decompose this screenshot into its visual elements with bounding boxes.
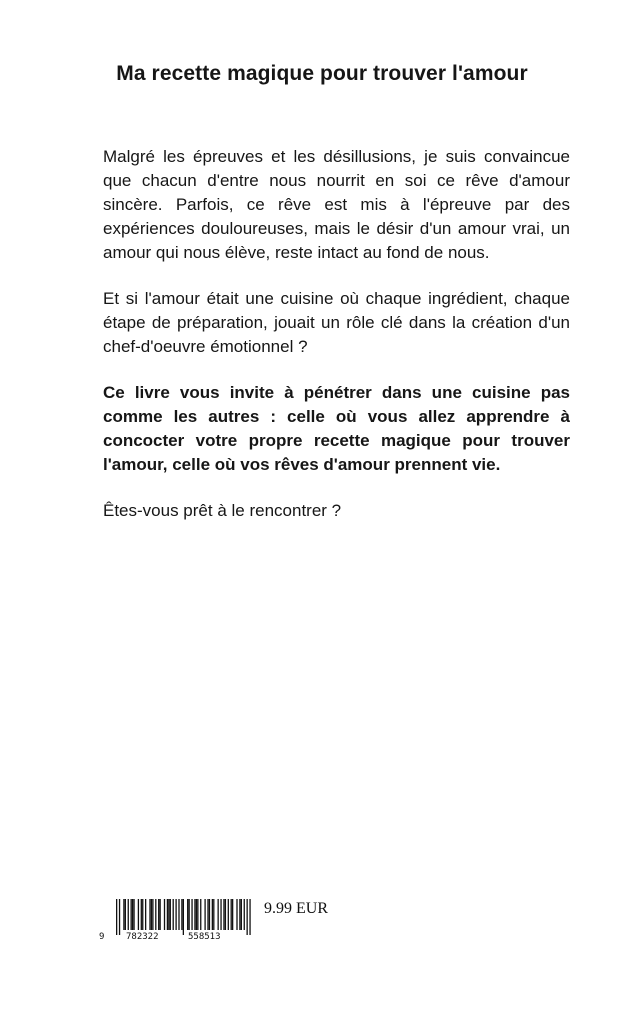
barcode-bar bbox=[181, 899, 182, 930]
barcode-bar bbox=[191, 899, 192, 930]
barcode-bar bbox=[151, 899, 152, 930]
price-label: 9.99 EUR bbox=[264, 900, 328, 917]
blurb-paragraph-1: Malgré les épreuves et les désillusions, je suis convaincue que chacun d'entre nous nourrit en soi ce rêve d'amour sincère. Parfois, ce rêve est mis à l'épreuve par des expériences douloureuses, mais le désir d'un amour vrai, un amour qui nous élève, reste intact au fond de nous. bbox=[103, 147, 570, 262]
barcode-bar bbox=[249, 899, 250, 935]
barcode-bar bbox=[189, 899, 190, 930]
barcode-bar bbox=[236, 899, 237, 930]
barcode-bar bbox=[218, 899, 219, 930]
barcode-bar bbox=[149, 899, 150, 930]
barcode-bar bbox=[158, 899, 159, 930]
blurb-paragraph-4: Êtes-vous prêt à le rencontrer ? bbox=[103, 501, 342, 520]
barcode-bar bbox=[178, 899, 179, 930]
barcode-left-digits: 782322 bbox=[126, 932, 159, 941]
barcode-bar bbox=[152, 899, 153, 930]
barcode-bar bbox=[164, 899, 165, 930]
blurb-paragraph-2: Et si l'amour était une cuisine où chaque ingrédient, chaque étape de préparation, jouait un rôle clé dans la création d'un chef-d'oeuvre émotionnel ? bbox=[103, 289, 570, 356]
barcode-bar bbox=[212, 899, 213, 930]
barcode-first-digit: 9 bbox=[99, 932, 105, 941]
barcode-bar bbox=[155, 899, 156, 930]
barcode-bar bbox=[228, 899, 229, 930]
barcode-bar bbox=[213, 899, 214, 930]
isbn-barcode bbox=[98, 897, 258, 941]
barcode-bar bbox=[116, 899, 117, 935]
barcode-bar bbox=[138, 899, 139, 930]
barcode-bar bbox=[131, 899, 132, 930]
barcode-bar bbox=[244, 899, 245, 930]
barcode-bar bbox=[207, 899, 208, 930]
barcode-bar bbox=[119, 899, 120, 935]
barcode-bar bbox=[141, 899, 142, 930]
back-cover-blurb bbox=[103, 145, 570, 545]
barcode-bar bbox=[123, 899, 124, 930]
barcode-bar bbox=[239, 899, 240, 930]
barcode-bar bbox=[160, 899, 161, 930]
barcode-bar bbox=[128, 899, 129, 930]
barcode-right-digits: 558513 bbox=[188, 932, 221, 941]
barcode-bar bbox=[241, 899, 242, 930]
barcode-bar bbox=[173, 899, 174, 930]
barcode-bar bbox=[194, 899, 195, 930]
barcode-bar bbox=[187, 899, 188, 930]
barcode-bar bbox=[133, 899, 134, 930]
barcode-bar bbox=[125, 899, 126, 930]
barcode-bar bbox=[220, 899, 221, 930]
book-title: Ma recette magique pour trouver l'amour bbox=[116, 62, 528, 85]
barcode-bar bbox=[209, 899, 210, 930]
barcode-bar bbox=[145, 899, 146, 930]
barcode-bar bbox=[231, 899, 232, 930]
barcode-bar bbox=[200, 899, 201, 930]
barcode-bar bbox=[168, 899, 169, 930]
barcode-bar bbox=[170, 899, 171, 930]
barcode-bar bbox=[232, 899, 233, 930]
blurb-paragraph-3: Ce livre vous invite à pénétrer dans une cuisine pas comme les autres : celle où vous allez apprendre à concocter votre propre recette magique pour trouver l'amour, celle où vos rêves d'amour prennent vie. bbox=[103, 383, 570, 474]
barcode-bar bbox=[142, 899, 143, 930]
barcode-bar bbox=[204, 899, 205, 930]
barcode-bar bbox=[167, 899, 168, 930]
barcode-bar bbox=[247, 899, 248, 935]
barcode-bar bbox=[132, 899, 133, 930]
barcode-bar bbox=[223, 899, 224, 930]
barcode-graphic bbox=[98, 897, 258, 941]
barcode-bar bbox=[197, 899, 198, 930]
barcode-bar bbox=[225, 899, 226, 930]
barcode-bars bbox=[116, 899, 251, 935]
barcode-bar bbox=[196, 899, 197, 930]
barcode-bar bbox=[183, 899, 184, 935]
barcode-bar bbox=[175, 899, 176, 930]
